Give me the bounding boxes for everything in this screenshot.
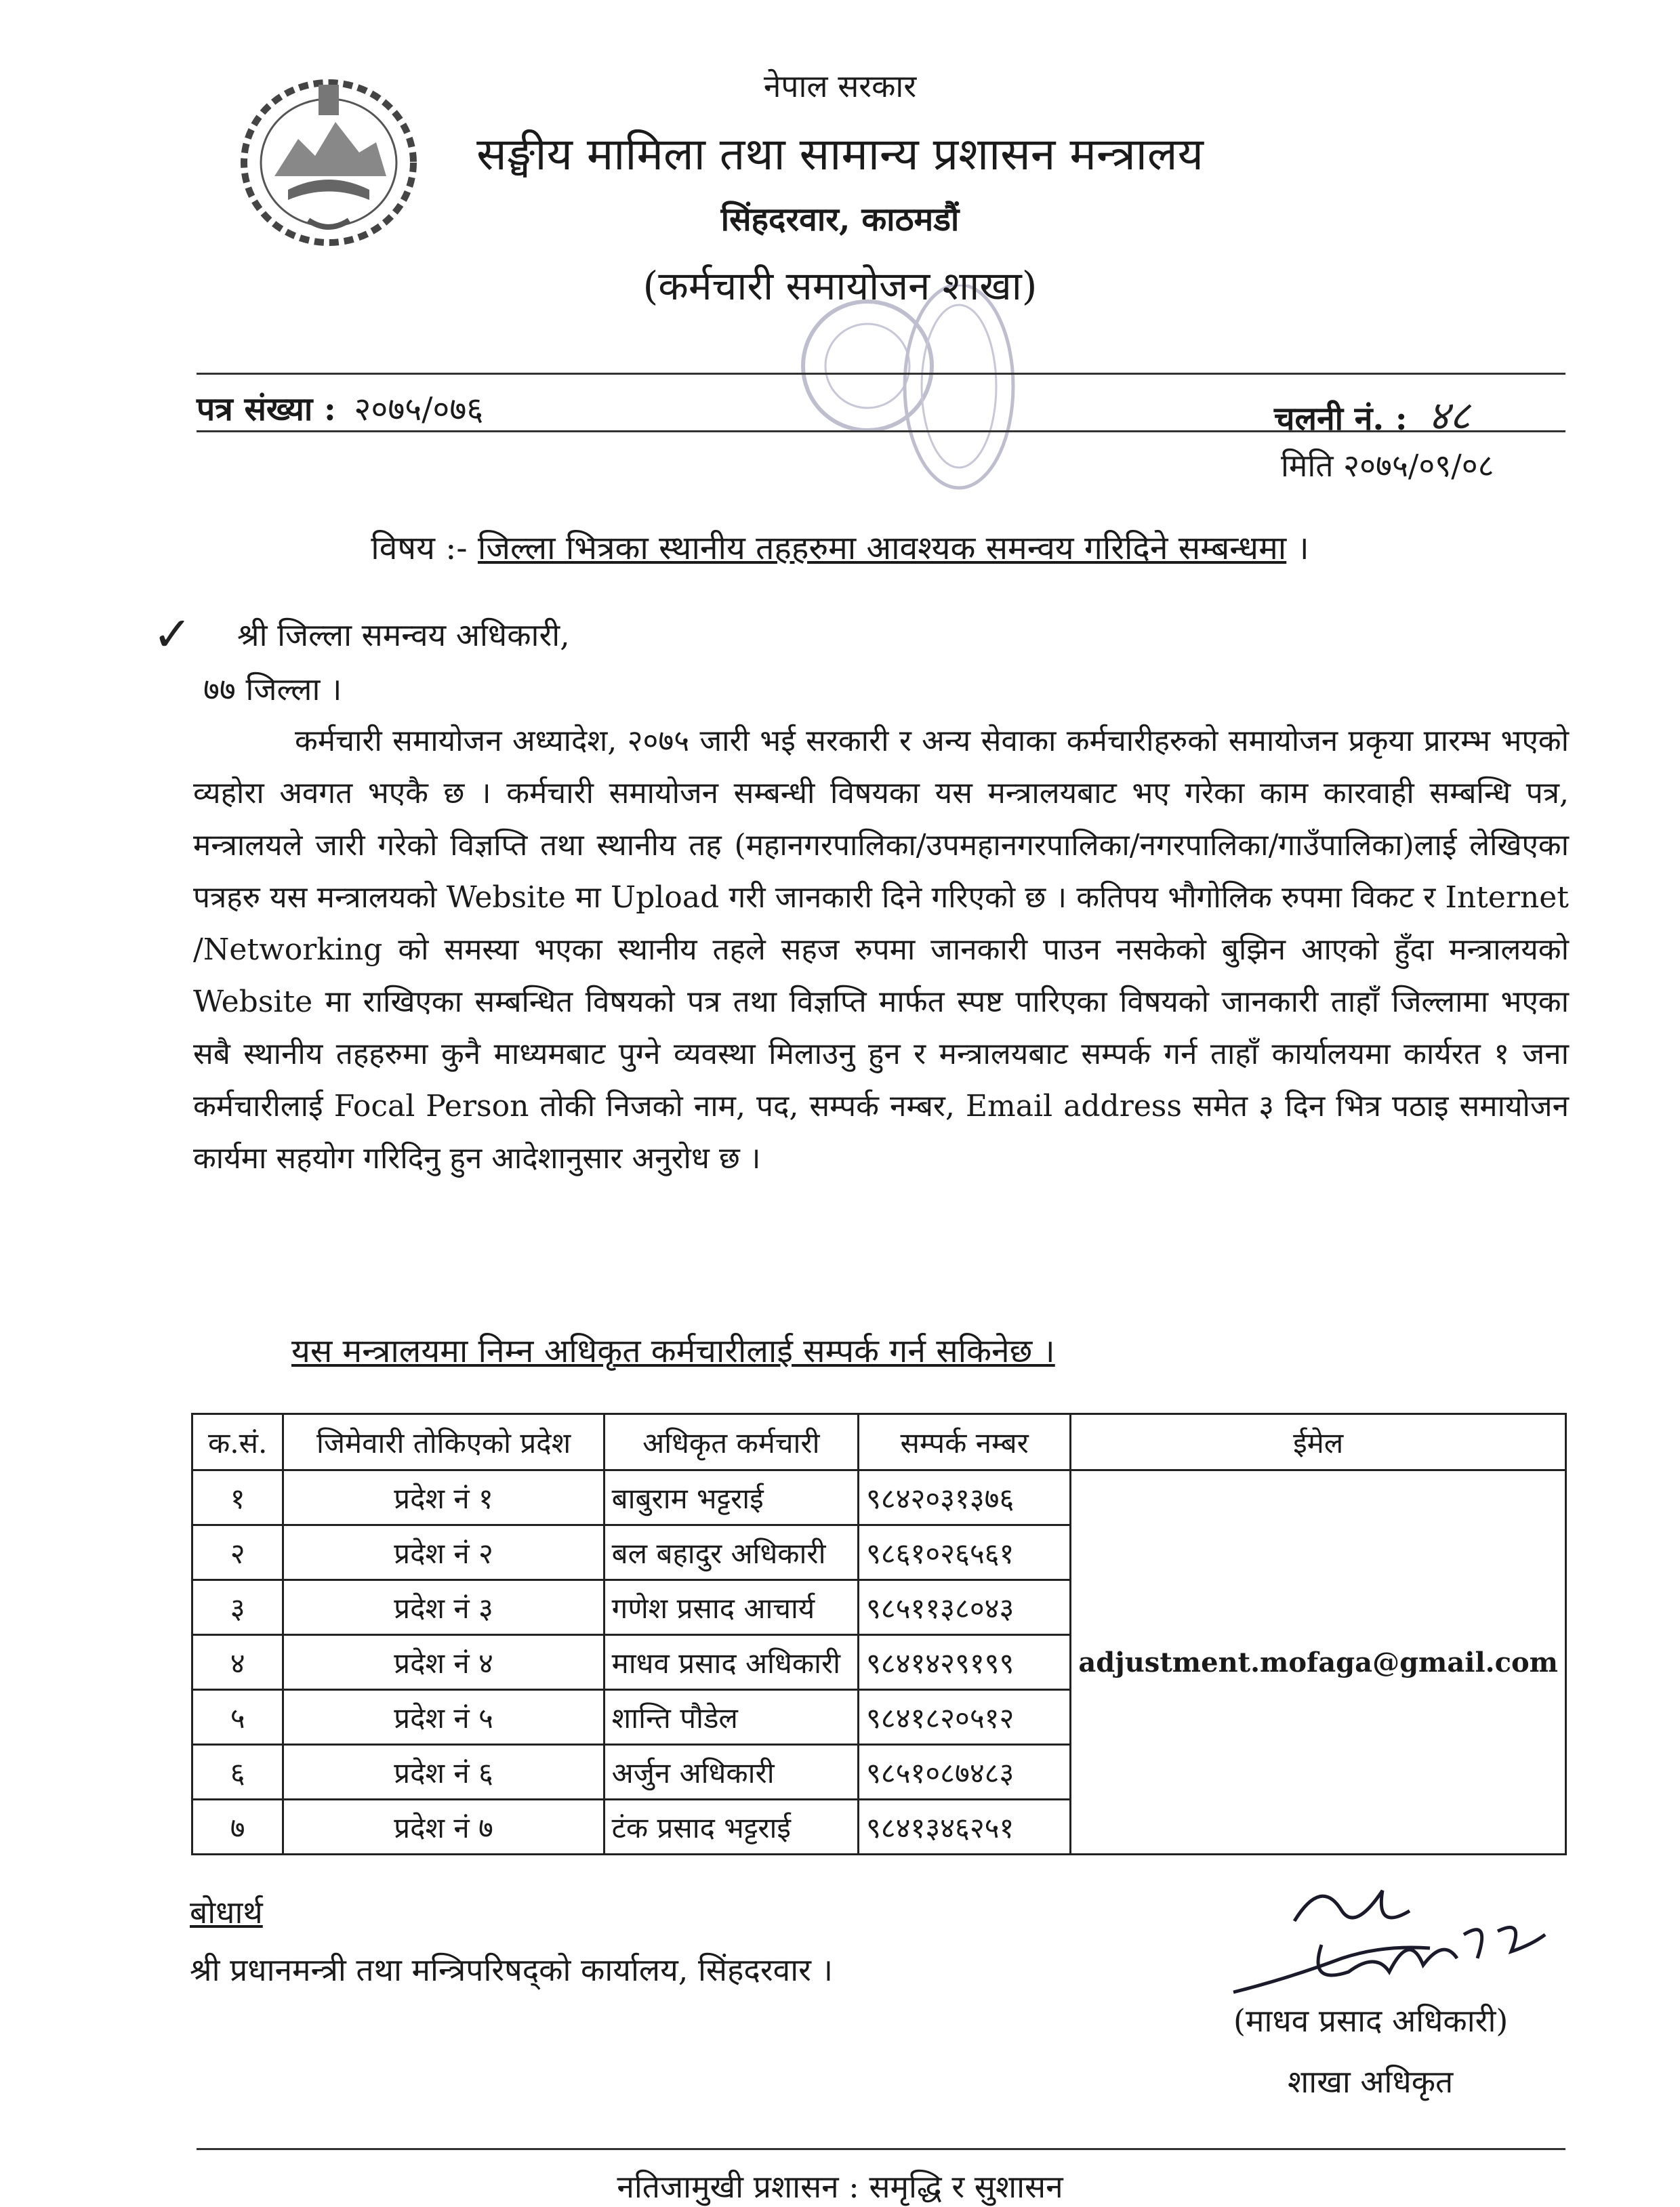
header-officer: अधिकृत कर्मचारी: [604, 1414, 858, 1470]
cell-officer: गणेश प्रसाद आचार्य: [604, 1580, 858, 1635]
meta-divider: [197, 430, 1565, 432]
tick-mark-icon: ✓: [152, 606, 192, 662]
cell-sn: ३: [192, 1580, 283, 1635]
cell-phone: ९८५११३८०४३: [858, 1580, 1070, 1635]
cell-officer: टंक प्रसाद भट्टराई: [604, 1800, 858, 1855]
table-row: [192, 1470, 1566, 1525]
signer-name: (माधव प्रसाद अधिकारी): [1233, 2002, 1509, 2039]
cell-sn: ७: [192, 1800, 283, 1855]
letter-date: मिति २०७५/०९/०८: [1281, 447, 1494, 484]
cell-phone: ९८४१३४६२५१: [858, 1800, 1070, 1855]
cell-province: प्रदेश नं १: [283, 1470, 604, 1525]
cell-phone: ९८५१०८७४८३: [858, 1745, 1070, 1800]
table-header-row: [192, 1414, 1566, 1470]
cell-province: प्रदेश नं ४: [283, 1635, 604, 1690]
cell-sn: ४: [192, 1635, 283, 1690]
office-stamp-icon: [793, 285, 1037, 501]
dispatch-number-value: ४८: [1428, 392, 1471, 440]
cell-email[interactable]: adjustment.mofaga@gmail.com: [1071, 1470, 1566, 1855]
addressee-location: ७७ जिल्ला ।: [203, 671, 342, 707]
header-sn: क.सं.: [192, 1414, 283, 1470]
cell-sn: १: [192, 1470, 283, 1525]
cell-phone: ९८६१०२६५६१: [858, 1525, 1070, 1580]
cell-province: प्रदेश नं ३: [283, 1580, 604, 1635]
letter-number-value: २०७५/०७६: [354, 390, 484, 428]
header-province: जिमेवारी तोकिएको प्रदेश: [283, 1414, 604, 1470]
cell-officer: शान्ति पौडेल: [604, 1690, 858, 1745]
government-name: नेपाल सरकार: [763, 68, 917, 104]
subject-line: [0, 525, 1680, 569]
addressee-title: श्री जिल्ला समन्वय अधिकारी,: [237, 617, 570, 653]
dispatch-number-label: चलनी नं. :: [1274, 400, 1408, 438]
cell-province: प्रदेश नं ७: [283, 1800, 604, 1855]
cell-sn: २: [192, 1525, 283, 1580]
section-name: (कर्मचारी समायोजन शाखा): [642, 263, 1038, 309]
top-divider: [197, 373, 1565, 375]
cell-province: प्रदेश नं ५: [283, 1690, 604, 1745]
subject-end: ।: [1296, 529, 1309, 567]
cell-officer: बल बहादुर अधिकारी: [604, 1525, 858, 1580]
cc-recipient: श्री प्रधानमन्त्री तथा मन्त्रिपरिषद्को कार्यालय, सिंहदरवार ।: [190, 1952, 834, 1988]
cell-phone: ९८४१४२९१९९: [858, 1635, 1070, 1690]
contact-table: [191, 1413, 1567, 1855]
cell-sn: ५: [192, 1690, 283, 1745]
header-phone: सम्पर्क नम्बर: [858, 1414, 1070, 1470]
cell-phone: ९८४२०३१३७६: [858, 1470, 1070, 1525]
dispatch-number: [1274, 386, 1471, 442]
subject-label: विषय :-: [371, 529, 468, 567]
footer-slogan: नतिजामुखी प्रशासन : समृद्धि र सुशासन: [617, 2168, 1063, 2205]
cell-officer: बाबुराम भट्टराई: [604, 1470, 858, 1525]
cell-phone: ९८४१८२०५१२: [858, 1690, 1070, 1745]
ministry-address: सिंहदरवार, काठमडौं: [720, 201, 960, 239]
letter-body: कर्मचारी समायोजन अध्यादेश, २०७५ जारी भई सरकारी र अन्य सेवाका कर्मचारीहरुको समायोजन प्रकृया प्रारम्भ भएको व्यहोरा अवगत भएकै छ । कर्मचारी समायोजन सम्बन्धी विषयका यस मन्त्रालयबाट भए गरेका काम कारवाही सम्बन्धि पत्र, मन्त्रालयले जारी गरेको विज्ञप्ति तथा स्थानीय तह (महानगरपालिका/उपमहानगरपालिका/नगरपालिका/गाउँपालिका)लाई लेखिएका पत्रहरु यस मन्त्रालयको Website मा Upload गरी जानकारी दिने गरिएको छ । कतिपय भौगोलिक रुपमा विकट र Internet /Networking को समस्या भएका स्थानीय तहले सहज रुपमा जानकारी पाउन नसकेको बुझिन आएको हुँदा मन्त्रालयको Website मा राखिएका सम्बन्धित विषयको पत्र तथा विज्ञप्ति मार्फत स्पष्ट पारिएका विषयको जानकारी ताहाँ जिल्लामा भएका सबै स्थानीय तहहरुमा कुनै माध्यमबाट पुग्ने व्यवस्था मिलाउनु हुन र मन्त्रालयबाट सम्पर्क गर्न ताहाँ कार्यालयमा कार्यरत १ जना कर्मचारीलाई Focal Person तोकी निजको नाम, पद, सम्पर्क नम्बर, Email address समेत ३ दिन भित्र पठाइ समायोजन कार्यमा सहयोग गरिदिनु हुन आदेशानुसार अनुरोध छ ।: [193, 724, 1569, 1176]
cell-province: प्रदेश नं ६: [283, 1745, 604, 1800]
cell-sn: ६: [192, 1745, 283, 1800]
cell-officer: माधव प्रसाद अधिकारी: [604, 1635, 858, 1690]
letter-number: [197, 386, 483, 430]
cell-province: प्रदेश नं २: [283, 1525, 604, 1580]
cc-label: बोधार्थ: [190, 1894, 263, 1931]
subject-text: जिल्ला भित्रका स्थानीय तहहरुमा आवश्यक समन्वय गरिदिने सम्बन्धमा: [477, 529, 1287, 567]
header-email: ईमेल: [1071, 1414, 1566, 1470]
signature-icon: [1206, 1870, 1559, 2006]
letter-number-label: पत्र संख्या :: [197, 390, 336, 428]
bottom-divider: [197, 2148, 1565, 2150]
signer-title: शाखा अधिकृत: [1288, 2063, 1454, 2100]
cell-officer: अर्जुन अधिकारी: [604, 1745, 858, 1800]
contact-heading: यस मन्त्रालयमा निम्न अधिकृत कर्मचारीलाई सम्पर्क गर्न सकिनेछ ।: [291, 1332, 1055, 1370]
ministry-name: सङ्घीय मामिला तथा सामान्य प्रशासन मन्त्रालय: [476, 128, 1204, 180]
